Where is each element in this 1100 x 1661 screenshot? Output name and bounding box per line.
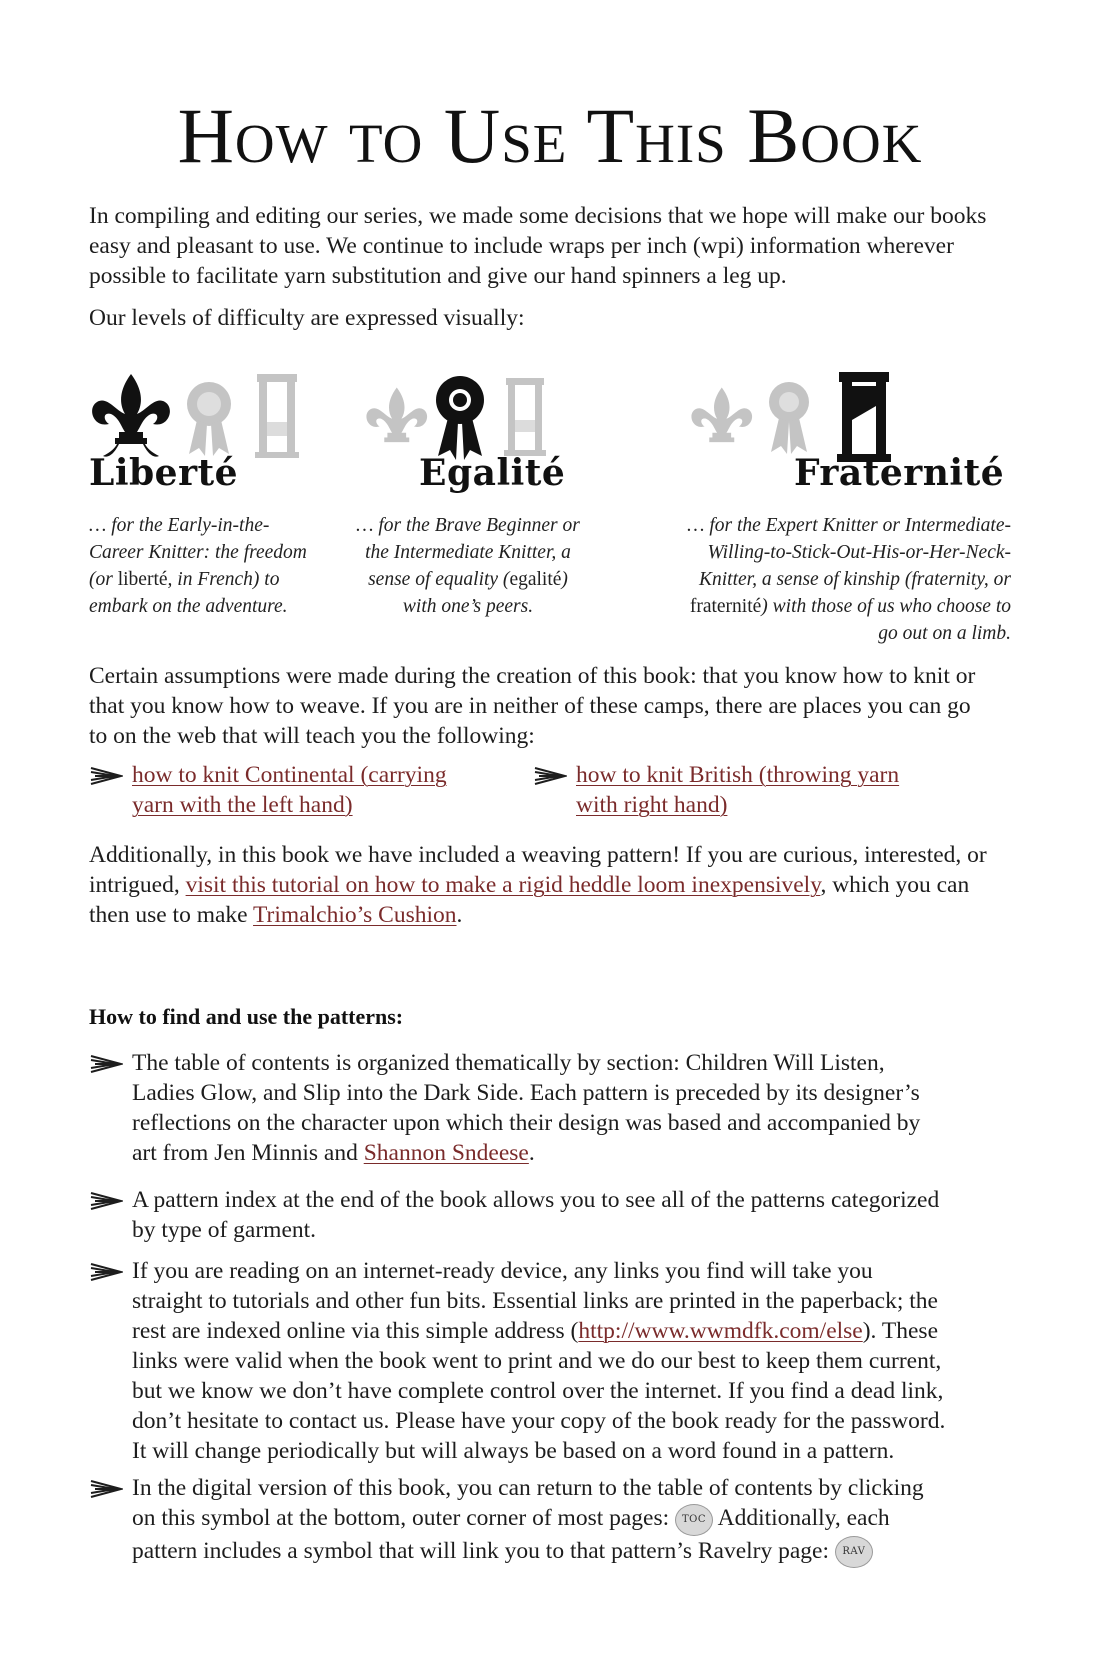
shannon-sndeese-link[interactable]: Shannon Sndeese — [363, 1140, 529, 1166]
loom-tutorial-link[interactable]: visit this tutorial on how to make a rigid heddle loom inexpensively — [185, 872, 821, 898]
bullet-internet-links: If you are reading on an internet-ready device, any links you find will take you straight to tutorials and other fun bits. Essential links are printed in the paperback; the rest are indexed online via this simple address (http://www.wwmdfk.com/else). These links were valid when the book went to print and we do our best to keep them current, but we know we don’t have complete control over the internet. If you find a dead link, don’t hesitate to contact us. Please have your copy of the book ready for the password. It will change periodically but will always be based on a word found in a pattern. — [89, 1256, 989, 1466]
egalite-icons — [364, 372, 554, 462]
quill-arrow-icon — [89, 1479, 123, 1499]
intro-paragraph: In compiling and editing our series, we made some decisions that we hope will make our books easy and pleasant to use. We continue to include wraps per inch (wpi) information wherever possible to facilitate yarn substitution and give our hand spinners a leg up. — [89, 203, 987, 289]
quill-arrow-icon — [89, 766, 123, 786]
quill-arrow-icon — [533, 766, 567, 786]
bullet-digital-version: In the digital version of this book, you can return to the table of contents by clicking on this symbol at the bottom, outer corner of most pages: TOC Additionally, each pattern includes a symbol that will link you to that pattern’s Ravelry page: RAV — [89, 1473, 989, 1573]
fleur-de-lis-icon — [366, 388, 427, 443]
link-item-continental — [89, 760, 519, 822]
bullet-pattern-index: A pattern index at the end of the book allows you to see all of the patterns categorized by type of garment. — [89, 1185, 989, 1247]
guillotine-icon — [837, 372, 891, 462]
ravelry-badge-icon[interactable]: RAV — [835, 1536, 873, 1568]
wwmdfk-else-link[interactable]: http://www.wwmdfk.com/else — [578, 1318, 863, 1344]
quill-arrow-icon — [89, 1262, 123, 1282]
fleur-de-lis-icon — [92, 374, 170, 457]
rosette-icon — [769, 382, 809, 454]
rosette-icon — [436, 376, 484, 460]
bullet-table-of-contents: The table of contents is organized thematically by section: Children Will Listen, Ladies Glow, and Slip into the Dark Side. Each pattern is preceded by its designer’s reflections on the character upon which their design was based and accompanied by art from Jen Minnis and Shannon Sndeese. — [89, 1048, 989, 1168]
rosette-icon — [187, 382, 231, 456]
guillotine-icon — [504, 378, 546, 456]
assumptions-paragraph: Certain assumptions were made during the creation of this book: that you know how to knit or that you know how to weave. If you are in neither of these camps, there are places you can go to on the web that will teach you the following: — [89, 663, 976, 749]
level-name: Egalité — [419, 452, 566, 494]
difficulty-levels — [89, 372, 1009, 672]
level-egalite — [356, 372, 580, 617]
level-fraternite — [687, 372, 1011, 644]
quill-arrow-icon — [89, 1191, 123, 1211]
link-item-british — [533, 760, 963, 822]
level-description: … for the Early-in-the-Career Knitter: the freedom (or liberté, in French) to embark on the adventure. — [89, 515, 307, 617]
liberte-icons — [89, 372, 319, 462]
british-link[interactable]: how to knit British (throwing yarn with right hand) — [576, 762, 900, 818]
level-description: … for the Brave Beginner or the Intermediate Knitter, a sense of equality (egalité) with one’s peers. — [356, 515, 580, 617]
quill-arrow-icon — [89, 1054, 123, 1074]
levels-intro: Our levels of difficulty are expressed visually: — [89, 305, 525, 331]
weaving-paragraph: Additionally, in this book we have included a weaving pattern! If you are curious, interested, or intrigued, visit this tutorial on how to make a rigid heddle loom inexpensively, which you can then use to make Trimalchio’s Cushion. — [89, 842, 987, 928]
level-liberte — [89, 372, 319, 617]
level-name: Liberté — [89, 452, 239, 494]
level-description: … for the Expert Knitter or Intermediate-Willing-to-Stick-Out-His-or-Her-Neck-Knitter, a sense of kinship (fraternity, or fraternité) with those of us who choose to go out on a limb. — [687, 515, 1011, 644]
page-title: How to Use This Book — [177, 92, 923, 179]
fraternite-icons — [689, 372, 929, 462]
toc-badge-icon[interactable]: TOC — [675, 1504, 713, 1536]
level-name: Fraternité — [794, 452, 1005, 494]
fleur-de-lis-icon — [691, 388, 752, 443]
trimalchio-cushion-link[interactable]: Trimalchio’s Cushion — [253, 902, 457, 928]
guillotine-icon — [255, 374, 299, 458]
continental-link[interactable]: how to knit Continental (carrying yarn with the left hand) — [132, 762, 447, 818]
patterns-heading: How to find and use the patterns: — [89, 1004, 404, 1029]
